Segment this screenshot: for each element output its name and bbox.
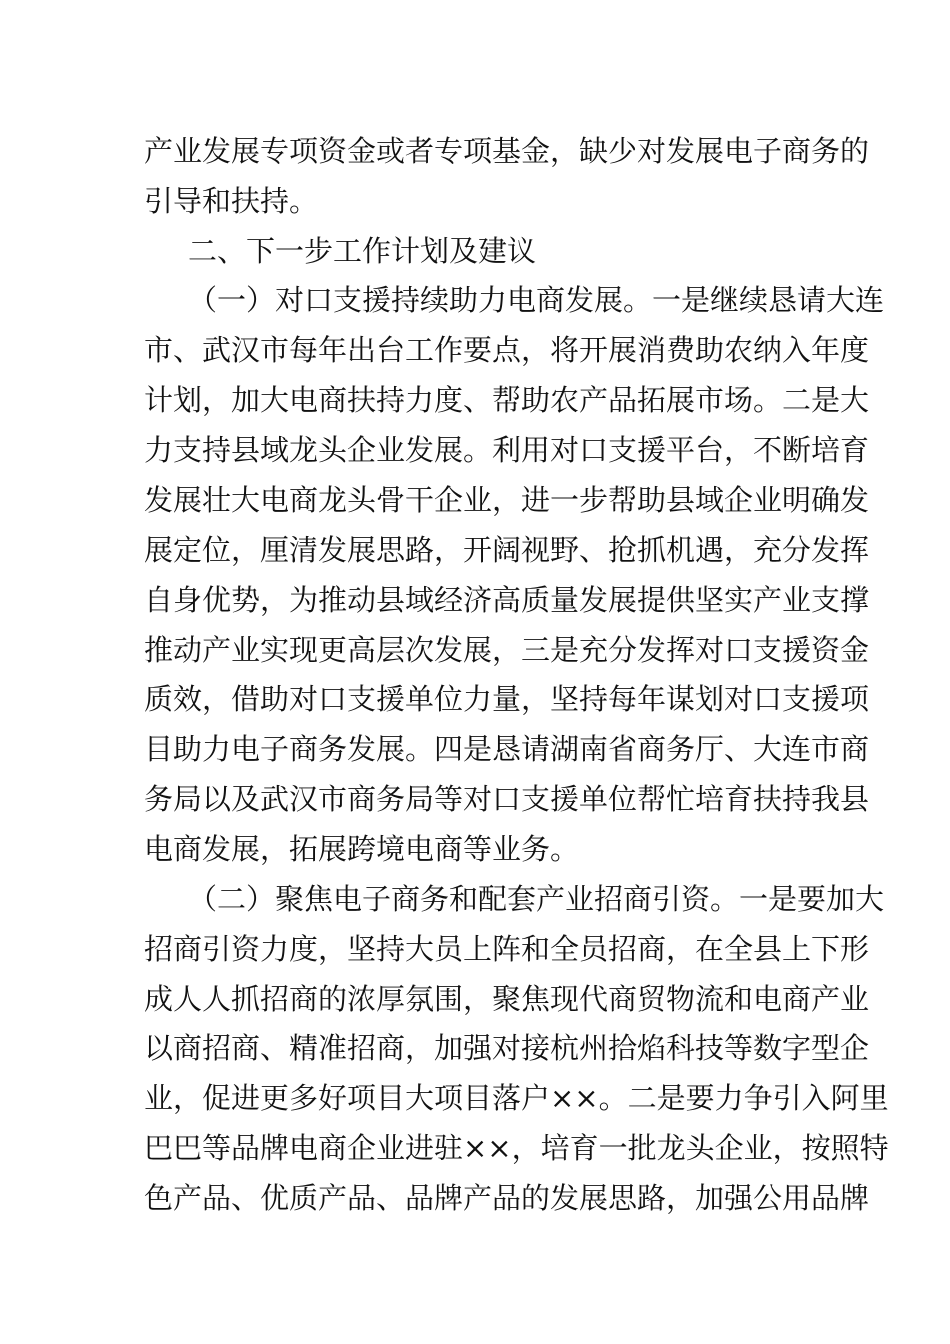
text-line: 市、武汉市每年出台工作要点，将开展消费助农纳入年度	[144, 333, 870, 367]
text-line: 引导和扶持。	[144, 184, 319, 218]
text-line: 以商招商、精准招商，加强对接杭州拾焰科技等数字型企	[144, 1031, 870, 1065]
text-line: 务局以及武汉市商务局等对口支援单位帮忙培育扶持我县	[144, 782, 870, 816]
text-line: 产业发展专项资金或者专项基金，缺少对发展电子商务的	[144, 134, 870, 168]
text-line: 巴巴等品牌电商企业进驻××，培育一批龙头企业，按照特	[144, 1131, 889, 1165]
text-line: 色产品、优质产品、品牌产品的发展思路，加强公用品牌	[144, 1181, 870, 1215]
text-line: 质效，借助对口支援单位力量，坚持每年谋划对口支援项	[144, 682, 870, 716]
text-line: 展定位，厘清发展思路，开阔视野、抢抓机遇，充分发挥	[144, 533, 870, 567]
text-line: 发展壮大电商龙头骨干企业，进一步帮助县域企业明确发	[144, 483, 870, 517]
text-line: 电商发展，拓展跨境电商等业务。	[144, 832, 580, 866]
subsection-heading-line: （二）聚焦电子商务和配套产业招商引资。一是要加大	[188, 882, 885, 916]
text-line: 推动产业实现更高层次发展，三是充分发挥对口支援资金	[144, 633, 870, 667]
text-line: 成人人抓招商的浓厚氛围，聚焦现代商贸物流和电商产业	[144, 982, 870, 1016]
section-heading: 二、下一步工作计划及建议	[188, 234, 537, 268]
text-line: 计划，加大电商扶持力度、帮助农产品拓展市场。二是大	[144, 383, 870, 417]
subsection-heading-line: （一）对口支援持续助力电商发展。一是继续恳请大连	[188, 283, 885, 317]
text-line: 目助力电子商务发展。四是恳请湖南省商务厅、大连市商	[144, 732, 870, 766]
text-line: 业，促进更多好项目大项目落户××。二是要力争引入阿里	[144, 1081, 889, 1115]
text-line: 招商引资力度，坚持大员上阵和全员招商，在全县上下形	[144, 932, 870, 966]
text-line: 力支持县域龙头企业发展。利用对口支援平台，不断培育	[144, 433, 870, 467]
text-line: 自身优势，为推动县域经济高质量发展提供坚实产业支撑	[144, 583, 870, 617]
